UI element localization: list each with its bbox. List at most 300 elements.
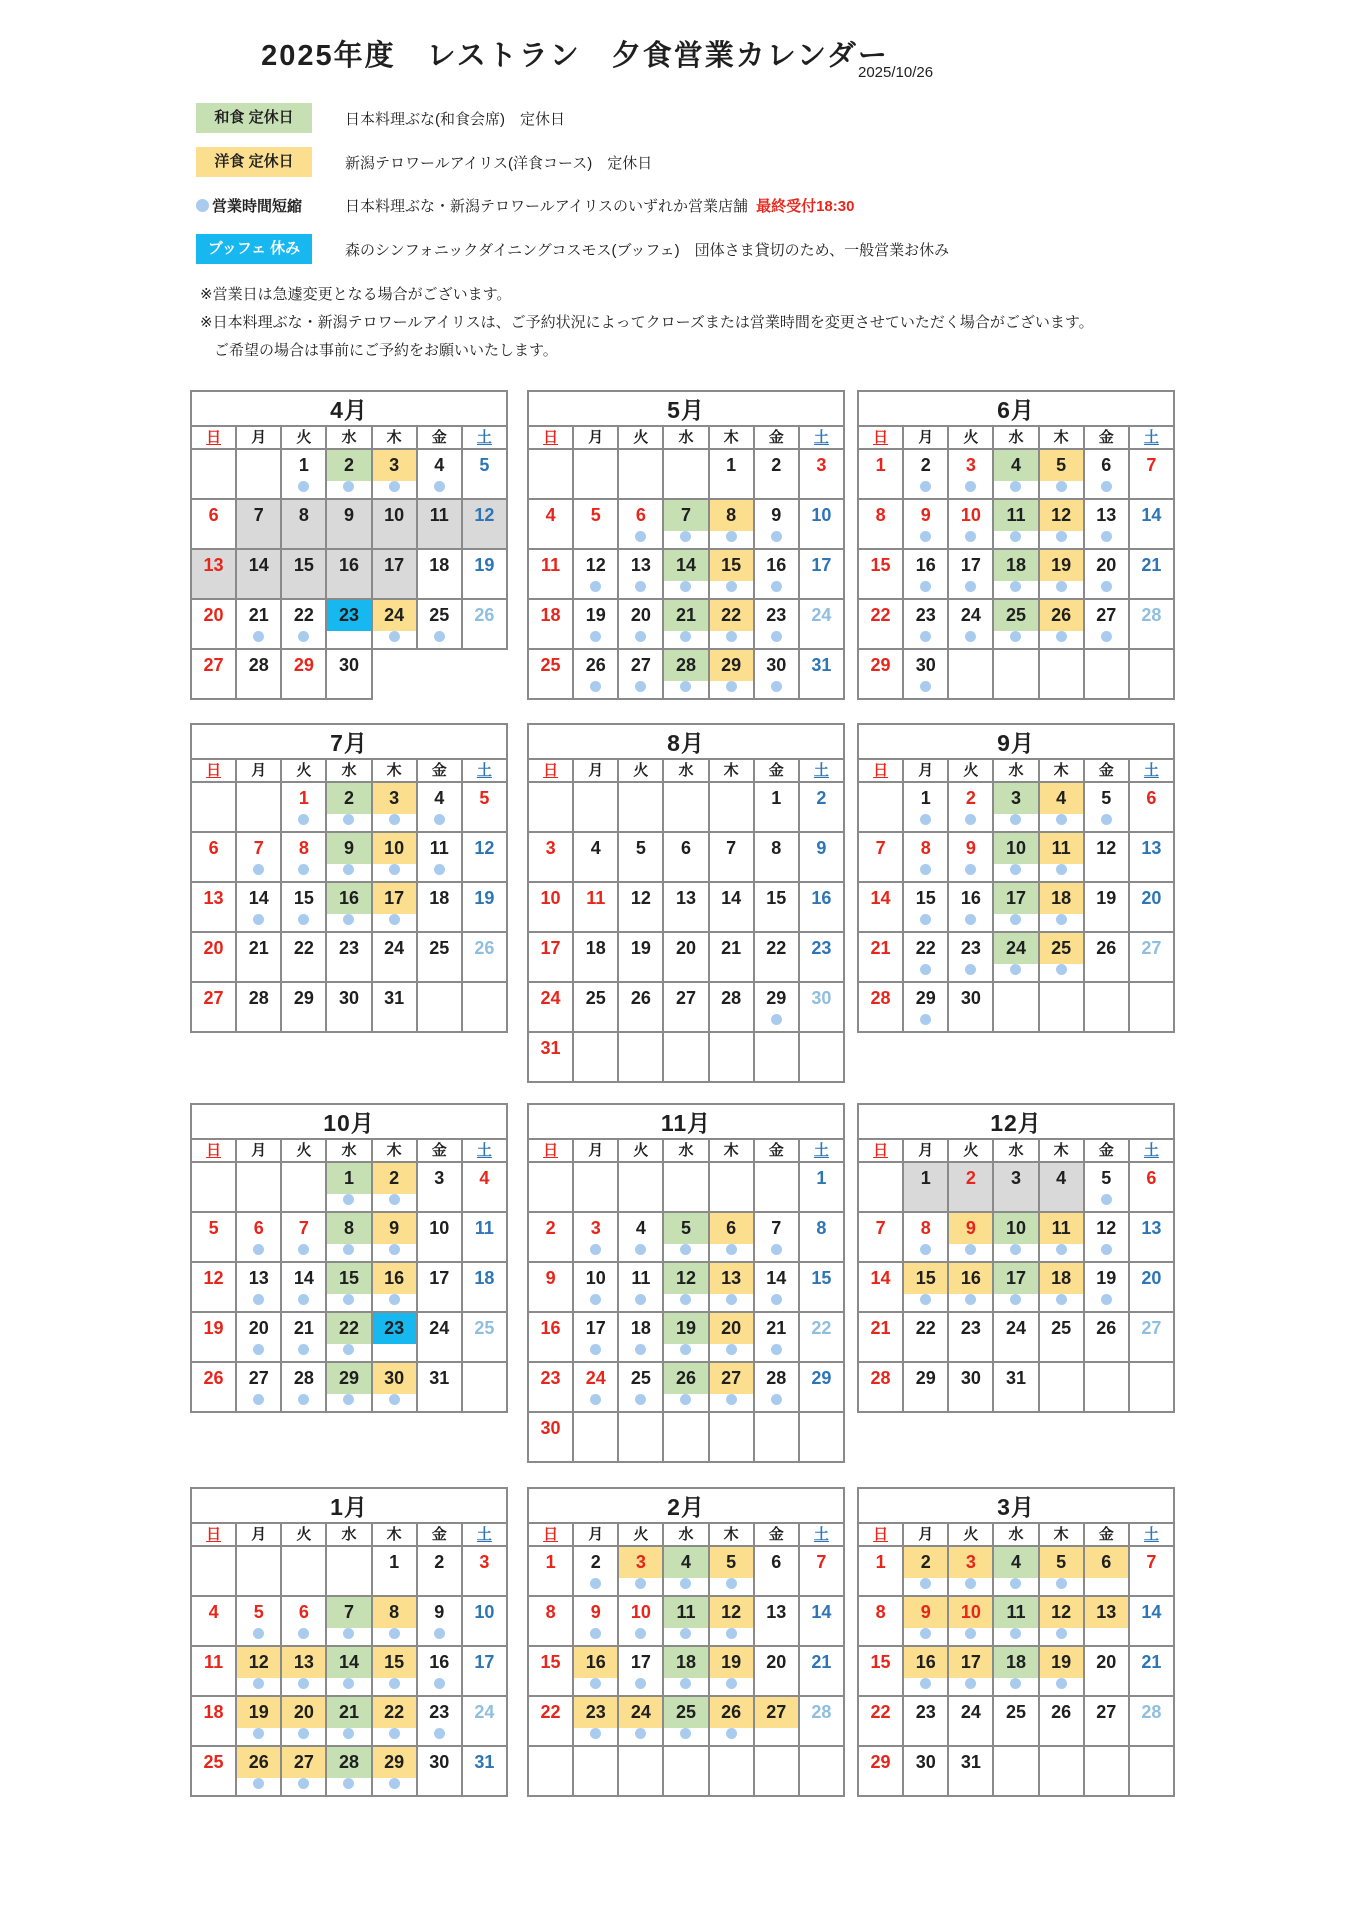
day-cell <box>663 982 708 1032</box>
day-cell <box>858 1546 903 1596</box>
day-cell <box>191 832 236 882</box>
weekday-header: 日 <box>191 426 236 449</box>
day-number: 10 <box>960 505 981 525</box>
weekday-header: 土 <box>462 1523 507 1546</box>
short-hours-dot-icon <box>389 1678 400 1689</box>
day-number: 17 <box>960 555 981 575</box>
weekday-header: 火 <box>281 759 326 782</box>
day-number: 21 <box>327 1697 370 1728</box>
short-hours-dot-icon <box>920 1244 931 1255</box>
day-number <box>574 450 617 481</box>
dot-row <box>237 1578 280 1593</box>
short-hours-dot-icon <box>1010 1578 1021 1589</box>
day-number: 19 <box>474 888 495 908</box>
weekday-header: 水 <box>663 1523 708 1546</box>
dot-row <box>619 864 662 879</box>
dot-row <box>859 1194 902 1209</box>
dot-row <box>529 1778 572 1793</box>
short-hours-dot-icon <box>1101 531 1112 542</box>
dot-row <box>373 1344 416 1359</box>
short-hours-dot-icon <box>1010 1244 1021 1255</box>
dot-row <box>282 814 325 829</box>
day-number: 14 <box>248 888 269 908</box>
dot-row <box>192 1394 235 1409</box>
dot-row <box>373 1678 416 1693</box>
weekday-header: 金 <box>1084 426 1129 449</box>
day-number: 6 <box>771 1552 782 1572</box>
day-cell <box>528 499 573 549</box>
day-number <box>529 783 572 814</box>
dot-row <box>327 1628 370 1643</box>
day-number: 7 <box>327 1597 370 1628</box>
dot-row <box>1040 864 1083 879</box>
short-hours-dot-icon <box>253 1678 264 1689</box>
day-number: 4 <box>664 1547 707 1578</box>
day-cell <box>903 1362 948 1412</box>
dot-row <box>574 1728 617 1743</box>
day-cell <box>528 982 573 1032</box>
short-hours-dot-icon <box>920 681 931 692</box>
day-number: 21 <box>721 938 742 958</box>
weekday-header: 月 <box>236 1523 281 1546</box>
day-number: 25 <box>585 988 606 1008</box>
short-hours-dot-icon <box>298 914 309 925</box>
short-hours-dot-icon <box>1101 481 1112 492</box>
day-number: 18 <box>474 1268 495 1288</box>
short-hours-dot-icon <box>1101 814 1112 825</box>
dot-row <box>1130 1778 1173 1793</box>
dot-row <box>800 1194 843 1209</box>
dot-row <box>574 481 617 496</box>
weekday-header: 水 <box>993 1523 1038 1546</box>
month-title: 1月 <box>191 1488 507 1523</box>
dot-row <box>574 1014 617 1029</box>
day-number: 10 <box>474 1602 495 1622</box>
dot-row <box>574 1628 617 1643</box>
dot-row <box>664 964 707 979</box>
day-number: 26 <box>664 1363 707 1394</box>
day-number: 29 <box>293 988 314 1008</box>
day-cell <box>372 1746 417 1796</box>
day-number: 12 <box>1040 1597 1083 1628</box>
day-number: 18 <box>540 605 561 625</box>
empty-cell <box>1039 1746 1084 1796</box>
dot-row <box>192 1678 235 1693</box>
day-number: 15 <box>915 888 936 908</box>
day-number: 16 <box>574 1647 617 1678</box>
dot-row <box>373 581 416 596</box>
day-cell <box>326 932 371 982</box>
short-hours-dot-icon <box>253 914 264 925</box>
day-cell <box>528 1546 573 1596</box>
day-number: 21 <box>1141 555 1162 575</box>
dot-row <box>237 1344 280 1359</box>
short-hours-dot-icon <box>389 1294 400 1305</box>
day-cell <box>326 1696 371 1746</box>
day-number: 19 <box>474 555 495 575</box>
dot-row <box>904 814 947 829</box>
day-number: 6 <box>298 1602 309 1622</box>
day-number: 11 <box>474 1218 494 1238</box>
empty-cell <box>573 449 618 499</box>
short-hours-dot-icon <box>920 1578 931 1589</box>
short-hours-dot-icon <box>590 1344 601 1355</box>
day-number: 4 <box>590 838 601 858</box>
dot-row <box>619 1344 662 1359</box>
short-hours-dot-icon <box>920 481 931 492</box>
day-cell <box>528 1362 573 1412</box>
dot-row <box>859 964 902 979</box>
short-hours-dot-icon <box>920 631 931 642</box>
dot-row <box>327 1344 370 1359</box>
day-number: 24 <box>994 933 1037 964</box>
dot-row <box>237 581 280 596</box>
day-cell <box>754 1212 799 1262</box>
short-hours-dot-icon <box>635 531 646 542</box>
day-cell <box>903 449 948 499</box>
dot-row <box>463 1728 506 1743</box>
dot-row <box>755 1194 798 1209</box>
day-number: 17 <box>429 1268 450 1288</box>
day-cell <box>903 1212 948 1262</box>
dot-row <box>755 481 798 496</box>
day-number <box>949 650 992 681</box>
dot-row <box>800 1344 843 1359</box>
dot-row <box>994 1014 1037 1029</box>
day-cell <box>618 1362 663 1412</box>
dot-row <box>710 1194 753 1209</box>
day-number: 17 <box>474 1652 495 1672</box>
dot-row <box>327 1678 370 1693</box>
dot-row <box>574 531 617 546</box>
dot-row <box>373 531 416 546</box>
day-cell <box>903 1596 948 1646</box>
short-hours-dot-icon <box>635 1628 646 1639</box>
weekday-header: 金 <box>417 426 462 449</box>
day-number: 21 <box>293 1318 314 1338</box>
day-cell <box>1129 1596 1174 1646</box>
day-cell <box>948 1362 993 1412</box>
dot-row <box>664 631 707 646</box>
day-number: 27 <box>248 1368 269 1388</box>
dot-row <box>282 864 325 879</box>
day-number: 25 <box>429 938 450 958</box>
dot-row <box>904 631 947 646</box>
day-cell <box>1084 832 1129 882</box>
dot-row <box>463 631 506 646</box>
empty-cell <box>1084 982 1129 1032</box>
short-hours-dot-icon <box>680 1578 691 1589</box>
day-cell <box>372 1212 417 1262</box>
day-cell <box>236 549 281 599</box>
day-cell <box>236 1312 281 1362</box>
day-number: 3 <box>965 455 976 475</box>
day-cell <box>618 1312 663 1362</box>
empty-cell <box>462 1362 507 1412</box>
short-hours-dot-icon <box>590 1628 601 1639</box>
day-number: 6 <box>1146 1168 1157 1188</box>
dot-row <box>664 1778 707 1793</box>
day-cell <box>462 599 507 649</box>
dot-row <box>574 914 617 929</box>
day-number: 13 <box>203 888 224 908</box>
dot-row <box>664 531 707 546</box>
day-number: 18 <box>994 1647 1037 1678</box>
day-cell <box>372 499 417 549</box>
day-cell <box>993 1546 1038 1596</box>
dot-row <box>994 964 1037 979</box>
day-number: 21 <box>870 1318 891 1338</box>
day-number: 27 <box>1096 1702 1117 1722</box>
dot-row <box>1040 814 1083 829</box>
day-cell <box>528 1596 573 1646</box>
dot-row <box>1130 1728 1173 1743</box>
dot-row <box>1130 631 1173 646</box>
day-number: 27 <box>755 1697 798 1728</box>
day-cell <box>1084 1696 1129 1746</box>
short-hours-dot-icon <box>1056 1578 1067 1589</box>
empty-cell <box>573 1032 618 1082</box>
short-hours-dot-icon <box>771 581 782 592</box>
dot-row <box>237 681 280 696</box>
dot-row <box>1130 814 1173 829</box>
dot-row <box>800 531 843 546</box>
dot-row <box>994 481 1037 496</box>
weekday-header: 日 <box>191 1523 236 1546</box>
day-cell <box>1039 1596 1084 1646</box>
dot-row <box>574 814 617 829</box>
dot-row <box>800 481 843 496</box>
dot-row <box>1040 1728 1083 1743</box>
dot-row <box>859 1014 902 1029</box>
dot-row <box>327 1244 370 1259</box>
short-hours-dot-icon <box>590 1678 601 1689</box>
day-cell <box>281 1646 326 1696</box>
day-number: 26 <box>1051 1702 1072 1722</box>
day-number: 28 <box>1141 1702 1162 1722</box>
short-hours-dot-icon <box>298 1628 309 1639</box>
day-number: 28 <box>766 1368 787 1388</box>
day-number: 12 <box>664 1263 707 1294</box>
short-hours-dot-icon <box>1010 864 1021 875</box>
day-cell <box>858 499 903 549</box>
month-calendar <box>527 1103 845 1463</box>
dot-row <box>994 681 1037 696</box>
day-cell <box>281 1746 326 1796</box>
empty-cell <box>618 449 663 499</box>
dot-row <box>418 1244 461 1259</box>
dot-row <box>949 914 992 929</box>
empty-cell <box>709 782 754 832</box>
day-number: 8 <box>710 500 753 531</box>
day-number: 20 <box>1096 1652 1117 1672</box>
month-calendar <box>190 1487 508 1797</box>
dot-row <box>327 581 370 596</box>
short-hours-dot-icon <box>1056 914 1067 925</box>
day-cell <box>618 982 663 1032</box>
month-title: 3月 <box>858 1488 1174 1523</box>
day-number: 11 <box>429 838 449 858</box>
short-hours-dot-icon <box>434 631 445 642</box>
day-cell <box>236 1362 281 1412</box>
day-number: 22 <box>811 1318 832 1338</box>
short-hours-dot-icon <box>196 199 209 212</box>
short-hours-label: 営業時間短縮 <box>212 197 303 215</box>
short-hours-dot-icon <box>771 1294 782 1305</box>
day-number: 5 <box>208 1218 219 1238</box>
dot-row <box>529 1064 572 1079</box>
day-number: 5 <box>1040 1547 1083 1578</box>
day-number <box>1040 650 1083 681</box>
short-hours-dot-icon <box>680 1628 691 1639</box>
yoshoku-closed-desc: 新潟テロワールアイリス(洋食コース) 定休日 <box>345 154 653 172</box>
dot-row <box>664 1194 707 1209</box>
dot-row <box>237 1394 280 1409</box>
dot-row <box>1085 1194 1128 1209</box>
day-number: 30 <box>373 1363 416 1394</box>
dot-row <box>710 1014 753 1029</box>
dot-row <box>282 1628 325 1643</box>
day-number <box>327 1547 370 1578</box>
day-number: 11 <box>994 500 1037 531</box>
month-title: 11月 <box>528 1104 844 1139</box>
day-number: 9 <box>816 838 827 858</box>
day-cell <box>236 499 281 549</box>
month-calendar <box>857 723 1175 1033</box>
day-number: 11 <box>586 888 606 908</box>
dot-row <box>994 581 1037 596</box>
short-hours-dot-icon <box>298 1778 309 1789</box>
dot-row <box>574 964 617 979</box>
dot-row <box>755 631 798 646</box>
day-cell <box>754 832 799 882</box>
day-cell <box>858 1212 903 1262</box>
day-number: 23 <box>766 605 787 625</box>
day-cell <box>709 982 754 1032</box>
day-number: 19 <box>710 1647 753 1678</box>
dot-row <box>949 631 992 646</box>
dot-row <box>1130 864 1173 879</box>
day-number: 7 <box>771 1218 782 1238</box>
dot-row <box>418 914 461 929</box>
buffet-closed-swatch: ブッフェ 休み <box>196 234 312 264</box>
day-cell <box>372 832 417 882</box>
month-calendar <box>527 723 845 1083</box>
day-cell <box>858 599 903 649</box>
day-number: 31 <box>540 1038 561 1058</box>
weekday-header: 水 <box>663 1139 708 1162</box>
dot-row <box>1130 1678 1173 1693</box>
weekday-header: 火 <box>281 426 326 449</box>
day-number: 13 <box>766 1602 787 1622</box>
day-number: 9 <box>920 505 931 525</box>
day-number <box>800 1413 843 1444</box>
dot-row <box>755 814 798 829</box>
day-cell <box>281 932 326 982</box>
day-number: 7 <box>298 1218 309 1238</box>
day-number <box>1130 1363 1173 1394</box>
short-hours-dot-icon <box>253 631 264 642</box>
day-cell <box>948 1212 993 1262</box>
weekday-header: 日 <box>528 759 573 782</box>
day-cell <box>1039 782 1084 832</box>
day-number: 27 <box>710 1363 753 1394</box>
day-cell <box>948 1546 993 1596</box>
day-number: 20 <box>1096 555 1117 575</box>
dot-row <box>800 914 843 929</box>
day-number: 8 <box>875 505 886 525</box>
empty-cell <box>663 449 708 499</box>
day-cell <box>799 1362 844 1412</box>
day-cell <box>903 782 948 832</box>
dot-row <box>800 1778 843 1793</box>
day-cell <box>799 649 844 699</box>
dot-row <box>327 681 370 696</box>
dot-row <box>1130 1394 1173 1409</box>
day-cell <box>528 649 573 699</box>
day-cell <box>372 782 417 832</box>
day-cell <box>191 882 236 932</box>
day-number: 26 <box>630 988 651 1008</box>
day-cell <box>573 932 618 982</box>
day-cell <box>281 549 326 599</box>
day-cell <box>663 1362 708 1412</box>
day-number: 8 <box>816 1218 827 1238</box>
day-cell <box>326 882 371 932</box>
day-cell <box>993 1162 1038 1212</box>
day-cell <box>799 832 844 882</box>
day-number: 22 <box>915 1318 936 1338</box>
day-cell <box>903 1696 948 1746</box>
day-number: 21 <box>766 1318 787 1338</box>
day-number: 9 <box>343 505 354 525</box>
weekday-header: 日 <box>858 1139 903 1162</box>
day-number: 9 <box>965 838 976 858</box>
day-number: 7 <box>1146 1552 1157 1572</box>
day-number: 5 <box>479 788 490 808</box>
day-cell <box>372 549 417 599</box>
day-number: 19 <box>664 1313 707 1344</box>
day-number: 21 <box>248 938 269 958</box>
weekday-header: 火 <box>618 1139 663 1162</box>
month-table <box>527 723 845 1083</box>
day-cell <box>858 1312 903 1362</box>
dot-row <box>800 681 843 696</box>
dot-row <box>664 1678 707 1693</box>
day-number: 1 <box>875 1552 886 1572</box>
day-cell <box>1039 1162 1084 1212</box>
day-cell <box>528 1412 573 1462</box>
day-cell <box>1039 1312 1084 1362</box>
empty-cell <box>1129 1746 1174 1796</box>
day-number: 17 <box>994 1263 1037 1294</box>
weekday-header: 金 <box>417 1139 462 1162</box>
day-number: 9 <box>904 1597 947 1628</box>
dot-row <box>949 814 992 829</box>
dot-row <box>282 914 325 929</box>
day-number: 1 <box>816 1168 827 1188</box>
day-cell <box>663 1212 708 1262</box>
dot-row <box>1130 1344 1173 1359</box>
dot-row <box>755 1628 798 1643</box>
dot-row <box>904 1294 947 1309</box>
day-cell <box>417 1212 462 1262</box>
dot-row <box>619 1194 662 1209</box>
day-cell <box>372 599 417 649</box>
day-cell <box>1039 932 1084 982</box>
dot-row <box>904 1728 947 1743</box>
dot-row <box>800 1244 843 1259</box>
